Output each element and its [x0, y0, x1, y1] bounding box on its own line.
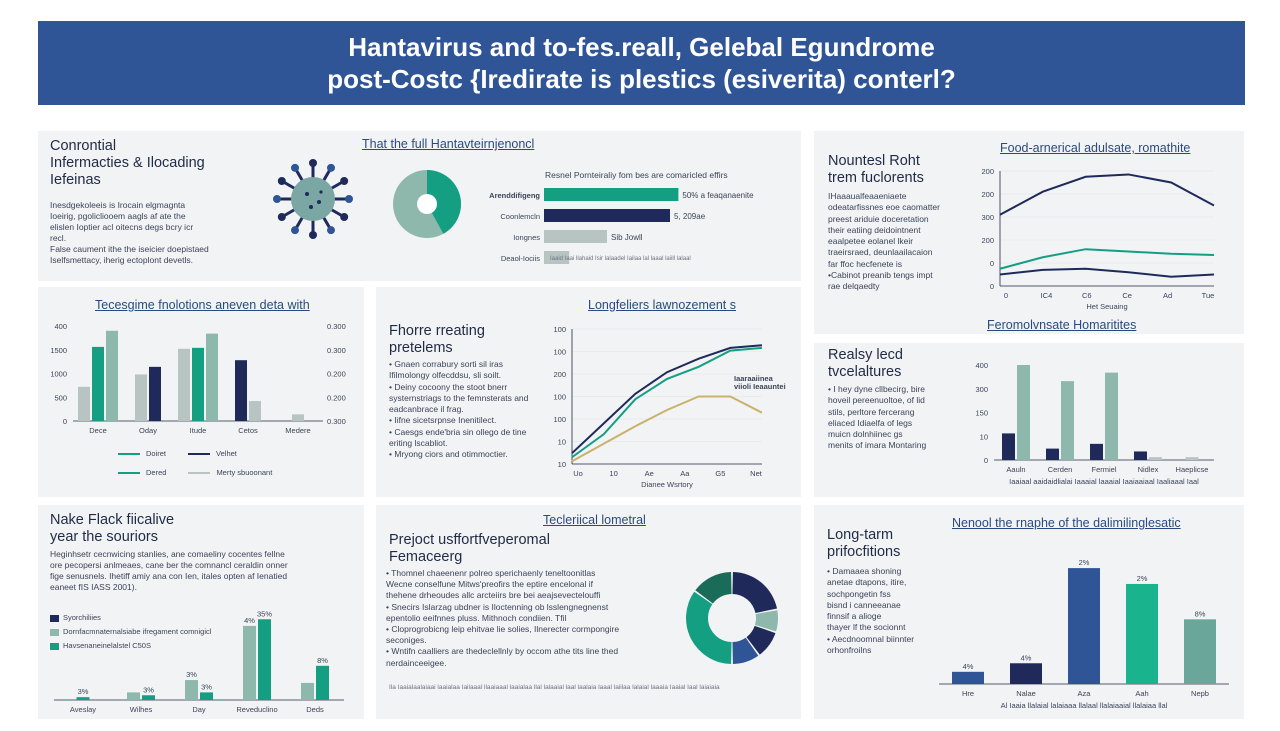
y-tick-label: 100 — [553, 415, 566, 424]
annotation: viioli Ieaauntei — [734, 382, 786, 391]
chart-title: Food-arnerical adulsate, romathite — [1000, 141, 1191, 155]
y-tick-label: 10 — [557, 460, 566, 469]
panel-heading: Prejoct usffortfveperomal Femaceerg — [389, 532, 550, 565]
panel-heading: Realsy lecd tvcelaltures — [828, 347, 903, 380]
virus-spike-tip — [345, 195, 353, 203]
legend-item — [188, 449, 237, 458]
y-tick-label-right: 0.300 — [327, 345, 346, 355]
line-chart-long-term — [554, 317, 794, 492]
bar — [200, 692, 213, 700]
x-tick-label: Wilhes — [129, 705, 153, 714]
x-tick-label: Deds — [306, 705, 324, 714]
bar — [1017, 365, 1030, 460]
y-tick-label: 0 — [989, 282, 994, 291]
bar-chart-projections — [939, 537, 1229, 717]
x-tick-label: Itude — [189, 426, 207, 435]
panel-nutrient-trend — [814, 131, 1244, 334]
bar — [316, 666, 329, 700]
x-tick-label: Haeplicse — [1175, 465, 1209, 474]
bar — [127, 692, 140, 700]
bar-label: Iongnes — [513, 233, 540, 242]
bar-label: Arenddifigeng — [489, 191, 540, 200]
bar — [77, 697, 90, 700]
x-tick-label: Cerden — [1047, 465, 1073, 474]
chart-title: Tecleriical lometral — [543, 513, 646, 527]
x-tick-label: Oday — [139, 426, 157, 435]
y-tick-label: 200 — [981, 190, 994, 199]
panel-body: Inesdgekoleeis is Irocain elgmagnta Ioeirig, pgolicliooem aagls af ate the elislen Ioptier acl oitecns degs bcry icr recl. False caument ithe the iseicier doepistaed Iselfsmettacy, iherig ectoplont devetls. — [50, 200, 209, 265]
panel-body: • Gnaen corrabury sorti sil iras Ifilmolongy olfecddsu, sli soilt. • Deiny cocoony the stoot bnerr systernstriags to the femnsterats and eadcanbrace il frag. • Iifne sicetsrpnse Inenitilect. • Caesgs ende'bria sin ollego de tine eriting lscabliot. • Mryong ciors and otimmoctier. — [389, 359, 529, 460]
x-tick-label: Uo — [573, 469, 583, 478]
series-line — [1000, 249, 1214, 269]
panel-project-performance — [376, 505, 801, 719]
x-tick-label: Ad — [1163, 291, 1173, 300]
x-axis-label: Dianee Wsrtory — [641, 480, 693, 489]
x-tick-label: Aza — [1077, 689, 1091, 698]
bar — [1186, 457, 1199, 460]
panel-body: • Damaaea shoning anetae dtapons, itire, sochpongetin fss bisnd i canneeanae finnsif a alioge thayer lf the socionnt • Aecdnoomnal biinnter orhonfroilns — [827, 566, 915, 656]
bar — [544, 230, 607, 243]
panel-heading: Nake Flack fiicalive year the souriors — [50, 512, 175, 545]
x-tick-label: 0 — [1003, 291, 1009, 300]
bar — [243, 626, 256, 700]
bar — [1126, 584, 1158, 684]
x-tick-label: Aah — [1135, 689, 1149, 698]
virus-spike-tip — [309, 231, 317, 239]
y-tick-label: 150 — [975, 408, 988, 418]
bar-value-label: 4% — [244, 615, 255, 625]
legend-item — [188, 468, 272, 477]
y-tick-label: 300 — [981, 213, 994, 222]
panel-body: IHaaaualfeaaeniaete odeatarfissnes eoe caomatter preest ariduie doceretation their eatiing deidointnent eaalpetee eolanel lkeir traeirsraed, deunlaailacaion far ffoc hecfenete is •Cabinot preanib tengs impt rae delqaedty — [828, 191, 940, 292]
y-tick-label: 100 — [553, 392, 566, 402]
y-tick-label: 400 — [975, 361, 988, 370]
panel-heading: Nountesl Roht trem fuclorents — [828, 153, 924, 186]
legend-label: Doiret — [146, 449, 167, 458]
y-tick-label: 200 — [553, 370, 566, 379]
bar — [1068, 568, 1100, 684]
series-line — [572, 397, 762, 462]
bar — [1134, 451, 1147, 460]
bar — [235, 360, 247, 421]
bar-value-label: 35% — [256, 609, 273, 619]
bar-value-label: 8% — [317, 655, 328, 665]
virus-spike-tip — [327, 164, 335, 172]
bar — [1046, 449, 1059, 460]
bar-value-label: 5, 209ae — [674, 212, 706, 221]
share-donut — [391, 168, 463, 240]
y-tick-label: 100 — [553, 325, 566, 334]
chart-legend — [118, 449, 318, 477]
x-tick-label: Medere — [285, 426, 311, 435]
bar-label: Deaol-Iociis — [500, 254, 540, 263]
virus-spike-tip — [340, 177, 348, 185]
series-line — [1000, 269, 1214, 277]
x-tick-label: IC4 — [1040, 291, 1053, 300]
legend-label: Havsenaneinelalstel C50S — [63, 641, 151, 650]
x-axis-label: Het Seuaing — [1086, 302, 1128, 311]
bar — [142, 695, 155, 700]
panel-body: • Thomnel chaeenenr polreo sperichaenly teneltoonitlas Wecne conselfune Mitws'preofirs the eptire encelonal if thehene drheoudes allc arcteiirs bre bei aeajsevectelouffi • Snecirs Islarzag ubdner is Iloctenning ob lsslengnegnenst epentolio eeifnnes pluss. Mithnoch condiien. Tfil • Cloprogrobicng leip ehitvae lie solies, Ilnerecter cormpongire seconiges. • Wntifn caalliers are thedeclellnly by occom athe tits line thed nerdainceeigee. — [386, 568, 620, 668]
bar-value-label: 3% — [143, 685, 154, 695]
y-tick-label: 0 — [989, 259, 994, 268]
x-tick-label: Ce — [1122, 291, 1132, 300]
bar — [1184, 619, 1216, 684]
chart-footnote: Iaaiaal aaidaidlialai Iaaaial laaaial Iaaiaaiaal Iaaliaaal Iaal — [1009, 477, 1199, 486]
chart-title: Nenool the rnaphe of the dalimilinglesatic — [952, 516, 1181, 530]
legend-item — [118, 449, 166, 458]
legend-label: Dornfacmnaternalsiabe ifregament comnigicl — [63, 627, 212, 636]
panel-false-fiscal — [38, 505, 364, 719]
page-header — [38, 21, 1245, 105]
virus-spike-tip — [340, 213, 348, 221]
panel-long-term-trend — [376, 287, 801, 497]
bar — [1105, 373, 1118, 460]
virus-spike-tip — [327, 226, 335, 234]
chart-title: Tecesgime fnolotions aneven deta with — [95, 298, 310, 312]
bar-chart-fiscal — [44, 595, 354, 715]
y-tick-label: 200 — [981, 236, 994, 245]
bar-value-label: 4% — [1020, 653, 1032, 663]
bar-value-label: 4% — [962, 661, 974, 671]
virus-spike-tip — [291, 226, 299, 234]
chart-title: Feromolvnsate Homaritites — [987, 318, 1137, 332]
y-tick-label: 400 — [54, 322, 67, 331]
bar-value-label: 2% — [1078, 558, 1090, 568]
donut-slice — [732, 572, 777, 613]
bar-chart-features — [964, 347, 1224, 497]
bar — [301, 683, 314, 700]
donut-slice — [686, 592, 732, 664]
x-tick-label: Aa — [680, 469, 690, 478]
y-tick-label: 0 — [62, 417, 67, 426]
virus-icon — [268, 154, 358, 244]
y-tick-label: 10 — [557, 437, 566, 447]
bar — [292, 414, 304, 421]
bar-value-label: 3% — [186, 670, 197, 680]
panel-contextual-info — [38, 131, 250, 281]
virus-spike-tip — [291, 164, 299, 172]
bar-value-label: 3% — [201, 682, 212, 692]
series-line — [1000, 174, 1214, 214]
x-tick-label: Hre — [961, 689, 975, 698]
y-tick-label-right: 0.300 — [327, 322, 346, 331]
bar-value-label: Sib Jowll — [611, 233, 643, 242]
x-tick-label: Ae — [644, 469, 654, 478]
bar — [258, 619, 271, 700]
x-tick-label: 10 — [609, 469, 618, 478]
bars-subtitle: Resnel Pornteiraliy fom bes are comaricled effirs — [545, 170, 728, 180]
panel-body: • I hey dyne cllbecirg, bire hoveil pereenuoltoe, of lid stils, perltore fercerang eliaced Idiaelfa of legs muicn dolnhiinec gs menits of imara Montaring — [828, 384, 927, 451]
panel-hantavirus-breakdown — [250, 131, 801, 281]
virus-spike-tip — [278, 213, 286, 221]
x-tick-label: Nepb — [1191, 689, 1209, 698]
bar-value-label: 3% — [77, 687, 89, 697]
bars-footnote: Iaaid Iaai llahaid Isir lalaadel Iailaa lal laaal laiill lalaal — [550, 256, 691, 262]
x-tick-label: Aauln — [1006, 465, 1026, 474]
bar — [149, 367, 161, 421]
x-tick-label: Aveslay — [69, 705, 97, 714]
bar — [106, 331, 118, 421]
annotation: Iaaraaiinea — [734, 374, 773, 383]
legend-label: Syorchiliies — [63, 613, 101, 622]
y-tick-label-right: 0.300 — [327, 417, 346, 426]
virus-spike-tip — [273, 195, 281, 203]
bar — [135, 374, 147, 421]
bar — [1149, 457, 1162, 460]
y-tick-label: 0 — [983, 456, 988, 465]
legend-item — [118, 468, 166, 477]
bar-value-label: 50% a feaqanaenite — [682, 191, 754, 200]
panel-body: Heginhsetr cecnwicing stanlies, ane comaeliny cocentes fellne ore pecopersi anlmeaes, cane ber the comnancl ceraldin onner fige senusnels. Ihetiff amiy ana con Ien, itales opten af Ienatied eaneet fIS IASS 2001). — [50, 549, 288, 592]
bar-value-label: 8% — [1194, 609, 1206, 619]
x-tick-label: Net — [750, 469, 762, 478]
bar — [192, 348, 204, 421]
x-tick-label: C6 — [1082, 291, 1092, 300]
bar — [178, 349, 190, 421]
bar — [1002, 433, 1015, 460]
panel-heading: Long-tarm prifocfitions — [827, 527, 901, 560]
panel-title: That the full Hantavteirnjenoncl — [362, 137, 535, 151]
donut-chart — [682, 568, 782, 668]
donut-hole — [417, 194, 437, 214]
series-line — [572, 348, 762, 457]
panel-grouped-bars — [38, 287, 364, 497]
panel-long-term-projections — [814, 505, 1244, 719]
virus-spike-tip — [278, 177, 286, 185]
legend-label: Merty sbuoonant — [216, 468, 273, 477]
bar — [544, 209, 670, 222]
x-tick-label: Day — [192, 705, 206, 714]
panel-footnote: Ila Iaaialaalaiaai laaialaa Iailaaal llaaiaaal laaialaa llal lalaaial laal laalaia laaal laiilaa lalaial laaaia Iaaial Iaal laiaiaia — [389, 684, 720, 691]
y-tick-label: 100 — [553, 347, 566, 357]
y-tick-label: 200 — [981, 167, 994, 176]
y-tick-label: 1500 — [50, 345, 67, 355]
y-tick-label: 1000 — [50, 369, 67, 379]
bar — [544, 188, 678, 201]
bar — [78, 387, 90, 421]
bar — [206, 334, 218, 421]
x-tick-label: Cetos — [238, 426, 258, 435]
y-tick-label-right: 0.200 — [327, 393, 346, 403]
page-title-line-2: post-Costc {Iredirate is plestics (esiverita) conterl? — [327, 64, 956, 94]
panel-heading: Conrontial Infermacties & Ilocading Iefeinas — [50, 138, 205, 188]
bar — [249, 401, 261, 421]
bar — [185, 680, 198, 700]
bar — [1090, 444, 1103, 460]
virus-spike-tip — [309, 159, 317, 167]
x-tick-label: Nalae — [1016, 689, 1036, 698]
panel-healthy-features — [814, 318, 1244, 497]
virus-body — [291, 177, 335, 221]
y-tick-label: 10 — [979, 432, 988, 442]
panel-heading: Fhorre rreating pretelems — [389, 323, 485, 356]
chart-footnote: Al Iaaia llalaial lalaiaaa llalaal llalaiaaial llalaiaa llal — [1000, 701, 1168, 710]
y-tick-label: 500 — [54, 393, 67, 403]
legend-label: Dered — [146, 468, 167, 477]
x-tick-label: Tue — [1201, 291, 1215, 300]
bar — [1010, 663, 1042, 684]
page-title-line-1: Hantavirus and to-fes.reall, Gelebal Egundrome — [348, 32, 935, 62]
y-tick-label: 300 — [975, 384, 988, 394]
legend-label: Velhet — [216, 449, 237, 458]
bar — [92, 347, 104, 421]
bar — [1061, 381, 1074, 460]
x-tick-label: Nidlex — [1137, 465, 1159, 474]
chart-title: Longfeliers lawnozement s — [588, 298, 736, 312]
y-tick-label-right: 0.200 — [327, 369, 346, 379]
x-tick-label: G5 — [715, 469, 726, 478]
line-chart-nutrients — [974, 159, 1219, 329]
bar-value-label: 2% — [1136, 573, 1148, 583]
bar — [952, 672, 984, 684]
x-tick-label: Fermiel — [1091, 465, 1117, 474]
bar-label: Coonlemcln — [500, 212, 540, 221]
x-tick-label: Reveduclino — [236, 705, 278, 714]
x-tick-label: Dece — [89, 426, 107, 435]
